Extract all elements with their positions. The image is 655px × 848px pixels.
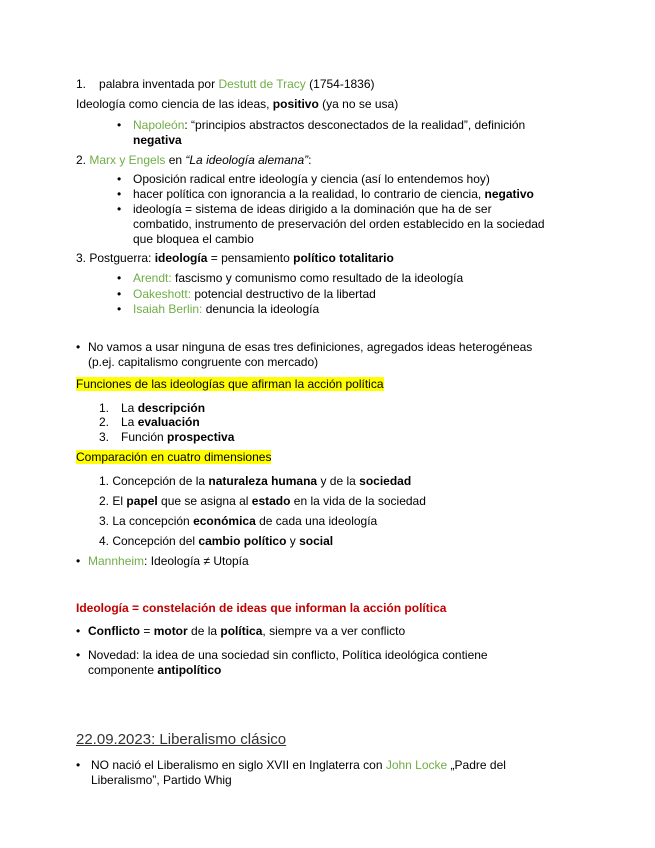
section-title: 22.09.2023: Liberalismo clásico xyxy=(76,731,287,748)
s3-line: 3. Postguerra: ideología = pensamiento político totalitario xyxy=(76,251,394,265)
comparacion-item-3: 3. La concepción económica de cada una ideología xyxy=(99,514,378,528)
bullet: • xyxy=(76,648,81,662)
s2-bullet-3-l2: combatido, instrumento de preservación del orden establecido en la sociedad xyxy=(133,217,545,231)
author-name: Destutt de Tracy xyxy=(218,77,306,91)
conflicto-line: Conflicto = motor de la política, siempre va a ver conflicto xyxy=(88,624,406,638)
s3-bullet-oakeshott: Oakeshott: potencial destructivo de la libertad xyxy=(133,287,376,301)
comparacion-item-4: 4. Concepción del cambio político y social xyxy=(99,534,334,548)
note-line2: (p.ej. capitalismo congruente con mercado) xyxy=(88,355,319,369)
s1-bullet-napoleon-cont: negativa xyxy=(133,133,182,147)
note-line1: No vamos a usar ninguna de esas tres definiciones, agregados ideas heterogéneas xyxy=(88,340,533,354)
s2-line: 2. Marx y Engels en “La ideología alemana”: xyxy=(76,153,312,167)
author-name: Isaiah Berlin: xyxy=(133,302,203,316)
author-name: Mannheim xyxy=(88,554,145,568)
liberal-line2: Liberalismo”, Partido Whig xyxy=(91,773,232,787)
author-name: John Locke xyxy=(385,758,448,772)
bullet: • xyxy=(76,554,81,568)
comparacion-item-1: 1. Concepción de la naturaleza humana y de la sociedad xyxy=(99,474,412,488)
bullet: • xyxy=(117,118,122,132)
s2-bullet-3-l3: que bloquea el cambio xyxy=(133,232,254,246)
funciones-heading: Funciones de las ideologías que afirman la acción política xyxy=(76,377,384,391)
s3-bullet-berlin: Isaiah Berlin: denuncia la ideología xyxy=(133,302,320,316)
s2-bullet-1: Oposición radical entre ideología y ciencia (así lo entendemos hoy) xyxy=(133,172,490,186)
author-name: Napoleón xyxy=(133,118,185,132)
s1-bullet-napoleon: Napoleón: “principios abstractos desconectados de la realidad”, definición xyxy=(133,118,526,132)
funciones-item-2: 2. La evaluación xyxy=(99,415,200,429)
bullet: • xyxy=(117,202,122,216)
bullet: • xyxy=(76,624,81,638)
bullet: • xyxy=(117,172,122,186)
s2-bullet-2: hacer política con ignorancia a la realidad, lo contrario de ciencia, negativo xyxy=(133,187,534,201)
s1-line: 1. palabra inventada por Destutt de Tracy (1754-1836) xyxy=(76,77,375,91)
bullet: • xyxy=(117,287,122,301)
list-number: 1. xyxy=(76,77,87,91)
author-name: Marx y Engels xyxy=(89,153,166,167)
s1-line2: Ideología como ciencia de las ideas, positivo (ya no se usa) xyxy=(76,97,399,111)
bullet: • xyxy=(117,271,122,285)
comparacion-heading: Comparación en cuatro dimensiones xyxy=(76,450,272,464)
bullet: • xyxy=(76,758,81,772)
s2-bullet-3-l1: ideología = sistema de ideas dirigido a la dominación que ha de ser xyxy=(133,202,492,216)
definition-line: Ideología = constelación de ideas que informan la acción política xyxy=(76,601,447,615)
liberal-line1: NO nació el Liberalismo en siglo XVII en Inglaterra con John Locke „Padre del xyxy=(91,758,506,772)
mannheim-line: Mannheim: Ideología ≠ Utopía xyxy=(88,554,249,568)
funciones-item-1: 1. La descripción xyxy=(99,401,206,415)
bullet: • xyxy=(117,187,122,201)
novedad-line1: Novedad: la idea de una sociedad sin conflicto, Política ideológica contiene xyxy=(88,648,488,662)
novedad-line2: componente antipolítico xyxy=(88,663,222,677)
comparacion-item-2: 2. El papel que se asigna al estado en la vida de la sociedad xyxy=(99,494,426,508)
author-name: Oakeshott: xyxy=(133,287,192,301)
author-name: Arendt: xyxy=(133,271,172,285)
bullet: • xyxy=(76,340,81,354)
s3-bullet-arendt: Arendt: fascismo y comunismo como resultado de la ideología xyxy=(133,271,464,285)
bullet: • xyxy=(117,302,122,316)
funciones-item-3: 3. Función prospectiva xyxy=(99,430,235,444)
